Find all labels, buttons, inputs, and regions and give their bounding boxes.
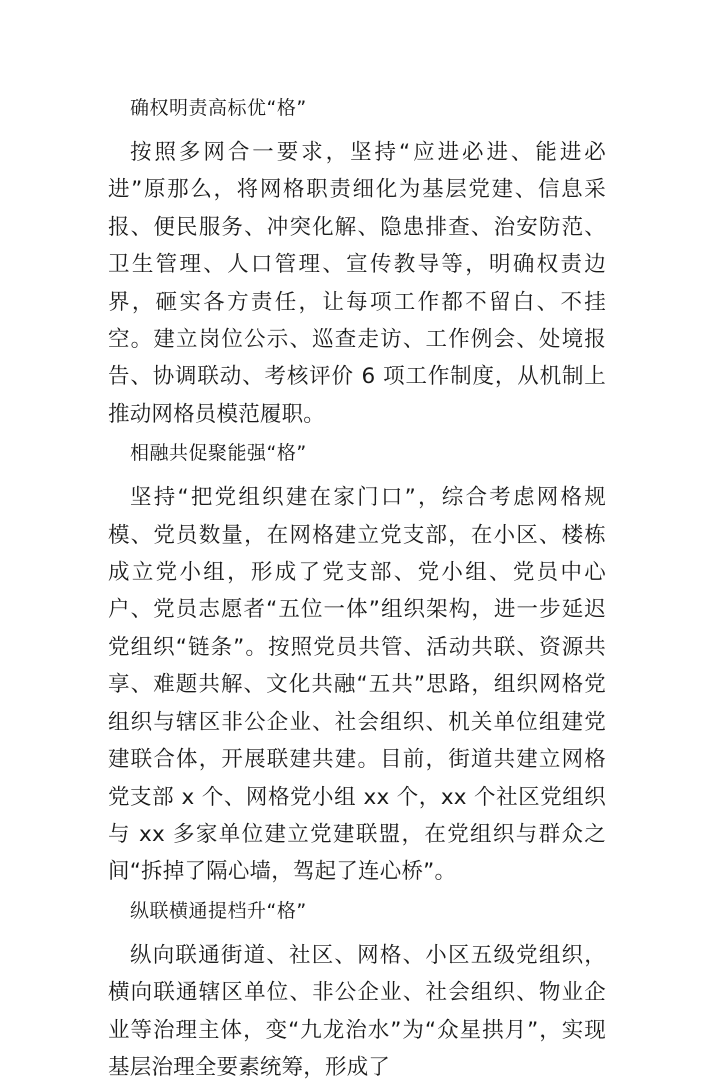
section-heading: 相融共促聚能强“格” — [130, 442, 307, 465]
section-heading: 确权明责高标优“格” — [130, 97, 307, 119]
section-paragraph: 坚持“把党组织建在家门口”，综合考虑网格规模、党员数量，在网格建立党支部，在小区、楼栋成立党小组，形成了党支部、党小组、党员中心户、党员志愿者“五位一体”组织架构，进一步延迟党组织“链条”。按照党员共管、活动共联、资源共享、难题共解、文化共融“五共”思路，组织网格党组织与辖区非公企业、社会组织、机关单位组建党建联合体，开展联建共建。目前，街道共建立网格党支部 x 个、网格党小组 xx 个，xx 个社区党组织与 xx 多家单位建立党建联盟，在党组织与群众之间“拆掉了隔心墙，驾起了连心桥”。 — [108, 485, 606, 885]
section-heading: 纵联横通提档升“格” — [130, 899, 307, 922]
section-paragraph: 纵向联通街道、社区、网格、小区五级党组织，横向联通辖区单位、非公企业、社会组织、物业企业等治理主体，变“九龙治水”为“众星拱月”，实现基层治理全要素统筹，形成了 — [108, 942, 606, 1080]
document-body — [108, 88, 606, 1086]
section-paragraph: 按照多网合一要求，坚持“应进必进、能进必进”原那么，将网格职责细化为基层党建、信息采报、便民服务、冲突化解、隐患排查、治安防范、卫生管理、人口管理、宣传教导等，明确权责边界，砸实各方责任，让每项工作都不留白、不挂空。建立岗位公示、巡查走访、工作例会、处境报告、协调联动、考核评价 6 项工作制度，从机制上推动网格员模范履职。 — [108, 140, 606, 427]
